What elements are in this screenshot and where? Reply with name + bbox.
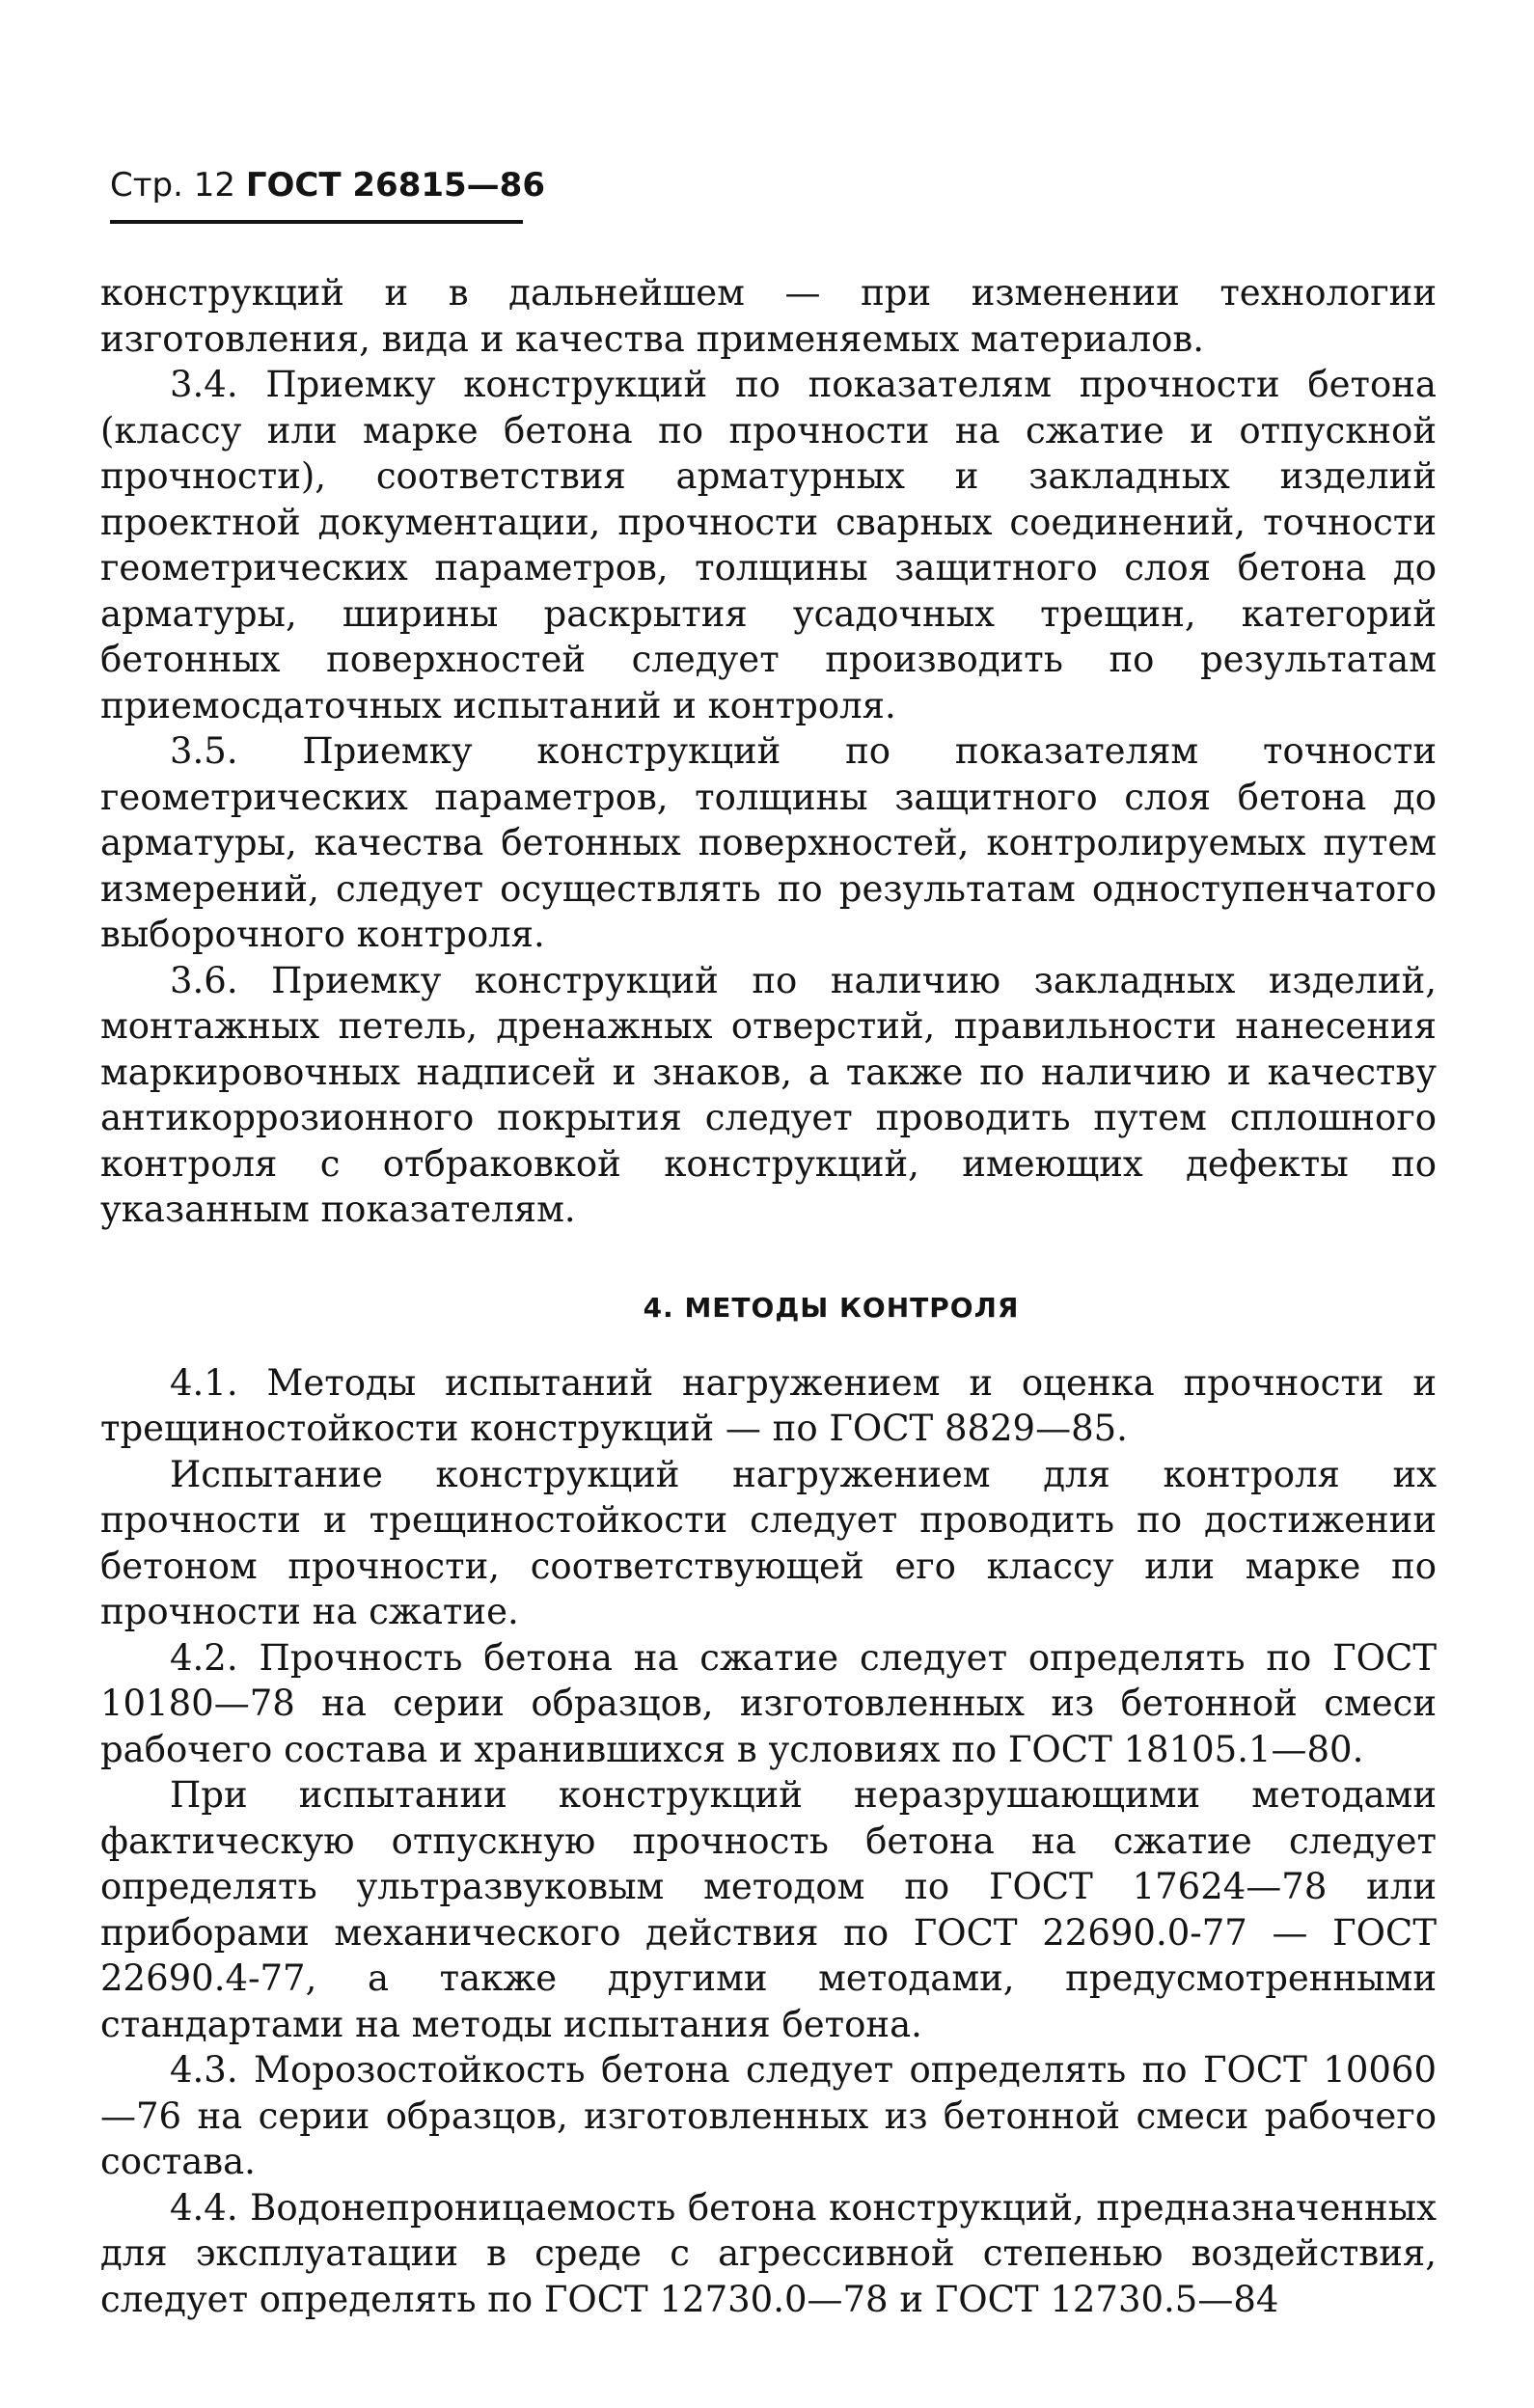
paragraph-4-2: 4.2. Прочность бетона на сжатие следует определять по ГОСТ 10180—78 на серии образцов, изготовленных из бетонной смеси рабочего состава и хранившихся в условиях по ГОСТ 18105.1—80.: [100, 1636, 1437, 1770]
paragraph-continuation: конструкций и в дальнейшем — при изменении технологии изготовления, вида и качества применяемых материалов.: [100, 272, 1437, 360]
paragraph-3-4: 3.4. Приемку конструкций по показателям прочности бетона (классу или марке бетона по прочности на сжатие и отпускной прочности), соответствия арматурных и закладных изделий проектной документации, прочности сварных соединений, точности геометрических параметров, толщины защитного слоя бетона до арматуры, ширины раскрытия усадочных трещин, категорий бетонных поверхностей следует производить по результатам приемосдаточных испытаний и контроля.: [100, 364, 1437, 726]
page-header: [110, 166, 545, 205]
paragraph-3-6: 3.6. Приемку конструкций по наличию закладных изделий, монтажных петель, дренажных отверстий, правильности нанесения маркировочных надписей и знаков, а также по наличию и качеству антикоррозионного покрытия следует проводить путем сплошного контроля с отбраковкой конструкций, имеющих дефекты по указанным показателям.: [100, 959, 1437, 1230]
section-title: 4. МЕТОДЫ КОНТРОЛЯ: [643, 1291, 1020, 1324]
paragraph-4-4: 4.4. Водонепроницаемость бетона конструкций, предназначенных для эксплуатации в среде с агрессивной степенью воздействия, следует определять по ГОСТ 12730.0—78 и ГОСТ 12730.5—84: [100, 2186, 1437, 2320]
paragraph-4-1: 4.1. Методы испытаний нагружением и оценка прочности и трещиностойкости конструкций — по ГОСТ 8829—85.: [100, 1361, 1437, 1449]
paragraph-4-1-load-testing: Испытание конструкций нагружением для контроля их прочности и трещиностойкости следует проводить по достижении бетоном прочности, соответствующей его классу или марке по прочности на сжатие.: [100, 1453, 1437, 1632]
page-number-label: Стр. 12: [110, 166, 236, 205]
header-rule: [110, 220, 523, 224]
paragraph-4-2-nondestructive: При испытании конструкций неразрушающими методами фактическую отпускную прочность бетона на сжатие следует определять ультразвуковым методом по ГОСТ 17624—78 или приборами механического действия по ГОСТ 22690.0-77 — ГОСТ 22690.4-77, а также другими методами, предусмотренными стандартами на методы испытания бетона.: [100, 1774, 1437, 2045]
paragraph-4-3: 4.3. Морозостойкость бетона следует определять по ГОСТ 10060—76 на серии образцов, изготовленных из бетонной смеси рабочего состава.: [100, 2049, 1437, 2182]
paragraph-3-5: 3.5. Приемку конструкций по показателям точности геометрических параметров, толщины защитного слоя бетона до арматуры, качества бетонных поверхностей, контролируемых путем измерений, следует осуществлять по результатам одноступенчатого выборочного контроля.: [100, 730, 1437, 955]
standard-number: ГОСТ 26815—86: [245, 166, 545, 205]
document-body: [100, 270, 1437, 2322]
